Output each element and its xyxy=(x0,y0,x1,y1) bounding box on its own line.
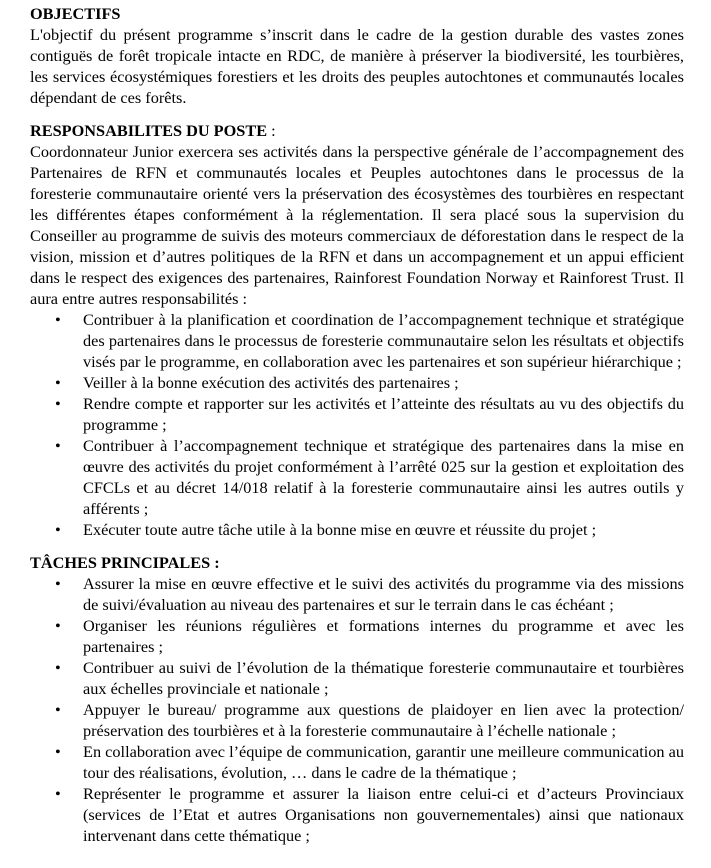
heading-suffix: : xyxy=(267,121,276,140)
bullet-icon: • xyxy=(55,520,61,539)
bullet-text: Contribuer à l’accompagnement technique et stratégique des partenaires dans la mise en œuvre des activités du projet conformément à l’arrêté 025 sur la gestion et exploitation des CFCLs et au décret 14/018 relatif à la foresterie communautaire ainsi les autres outils y afférents ; xyxy=(83,436,684,518)
heading-text: OBJECTIFS xyxy=(30,4,121,23)
bullet-icon: • xyxy=(55,616,61,635)
bullet-icon: • xyxy=(55,394,61,413)
bullet-item xyxy=(55,783,684,846)
heading-text: RESPONSABILITES DU POSTE xyxy=(30,121,268,140)
bullet-icon: • xyxy=(55,310,61,329)
heading-text: TÂCHES PRINCIPALES : xyxy=(30,553,220,572)
responsabilites-paragraph: Coordonnateur Junior exercera ses activités dans la perspective générale de l’accompagnement des Partenaires de RFN et communautés locales et Peuples autochtones dans le processus de la foresterie communautaire orienté vers la préservation des écosystèmes des tourbières en respectant les différentes étapes conformément à la réglementation. Il sera placé sous la supervision du Conseiller au programme de suivis des moteurs commerciaux de déforestation dans le respect de la vision, mission et d’autres politiques de la RFN et dans un accompagnement et un appui efficient dans le respect des exigences des partenaires, Rainforest Foundation Norway et Rainforest Trust. Il aura entre autres responsabilités : xyxy=(30,142,684,308)
bullet-text: Contribuer à la planification et coordination de l’accompagnement technique et stratégique des partenaires dans le processus de foresterie communautaire selon les résultats et objectifs visés par le programme, en collaboration avec les partenaires et son supérieur hiérarchique ; xyxy=(83,310,684,371)
section-heading-objectifs xyxy=(30,3,684,24)
bullet-icon: • xyxy=(55,700,61,719)
bullet-item xyxy=(55,657,684,699)
objectifs-paragraph: L'objectif du présent programme s’inscrit dans le cadre de la gestion durable des vastes zones contiguës de forêt tropicale intacte en RDC, de manière à préserver la biodiversité, les tourbières, les services écosystémiques forestiers et les droits des peuples autochtones et communautés locales dépendant de ces forêts. xyxy=(30,25,684,107)
bullet-item xyxy=(55,435,684,519)
bullet-icon: • xyxy=(55,658,61,677)
bullet-icon: • xyxy=(55,436,61,455)
section-heading-taches xyxy=(30,552,684,573)
bullet-text: Contribuer au suivi de l’évolution de la thématique foresterie communautaire et tourbières aux échelles provinciale et nationale ; xyxy=(83,658,684,698)
bullet-item xyxy=(55,519,684,540)
bullet-icon: • xyxy=(55,742,61,761)
bullet-text: Assurer la mise en œuvre effective et le suivi des activités du programme via des missions de suivi/évaluation au niveau des partenaires et sur le terrain dans le cas échéant ; xyxy=(83,574,684,614)
bullet-text: Organiser les réunions régulières et formations internes du programme et avec les partenaires ; xyxy=(83,616,684,656)
bullet-item xyxy=(55,615,684,657)
bullet-text: Veiller à la bonne exécution des activités des partenaires ; xyxy=(83,373,459,392)
bullet-item xyxy=(55,309,684,372)
bullet-text: Exécuter toute autre tâche utile à la bonne mise en œuvre et réussite du projet ; xyxy=(83,520,597,539)
bullet-item xyxy=(55,372,684,393)
bullet-item xyxy=(55,393,684,435)
bullet-icon: • xyxy=(55,373,61,392)
bullet-text: En collaboration avec l’équipe de communication, garantir une meilleure communication au tour des réalisations, évolution, … dans le cadre de la thématique ; xyxy=(83,742,684,782)
bullet-text: Rendre compte et rapporter sur les activités et l’atteinte des résultats au vu des objectifs du programme ; xyxy=(83,394,684,434)
bullet-text: Appuyer le bureau/ programme aux questions de plaidoyer en lien avec la protection/ préservation des tourbières et à la foresterie communautaire à l’échelle nationale ; xyxy=(83,700,684,740)
bullet-icon: • xyxy=(55,574,61,593)
taches-bullet-list xyxy=(30,573,684,846)
bullet-icon: • xyxy=(55,784,61,803)
responsabilites-bullet-list xyxy=(30,309,684,540)
section-objectifs xyxy=(30,3,684,108)
bullet-item xyxy=(55,699,684,741)
bullet-text: Représenter le programme et assurer la liaison entre celui-ci et d’acteurs Provinciaux (services de l’Etat et autres Organisations non gouvernementales) ainsi que nationaux intervenant dans cette thématique ; xyxy=(83,784,684,845)
bullet-item xyxy=(55,741,684,783)
section-responsabilites xyxy=(30,120,684,540)
bullet-item xyxy=(55,573,684,615)
section-taches-principales xyxy=(30,552,684,846)
section-heading-responsabilites xyxy=(30,120,684,141)
